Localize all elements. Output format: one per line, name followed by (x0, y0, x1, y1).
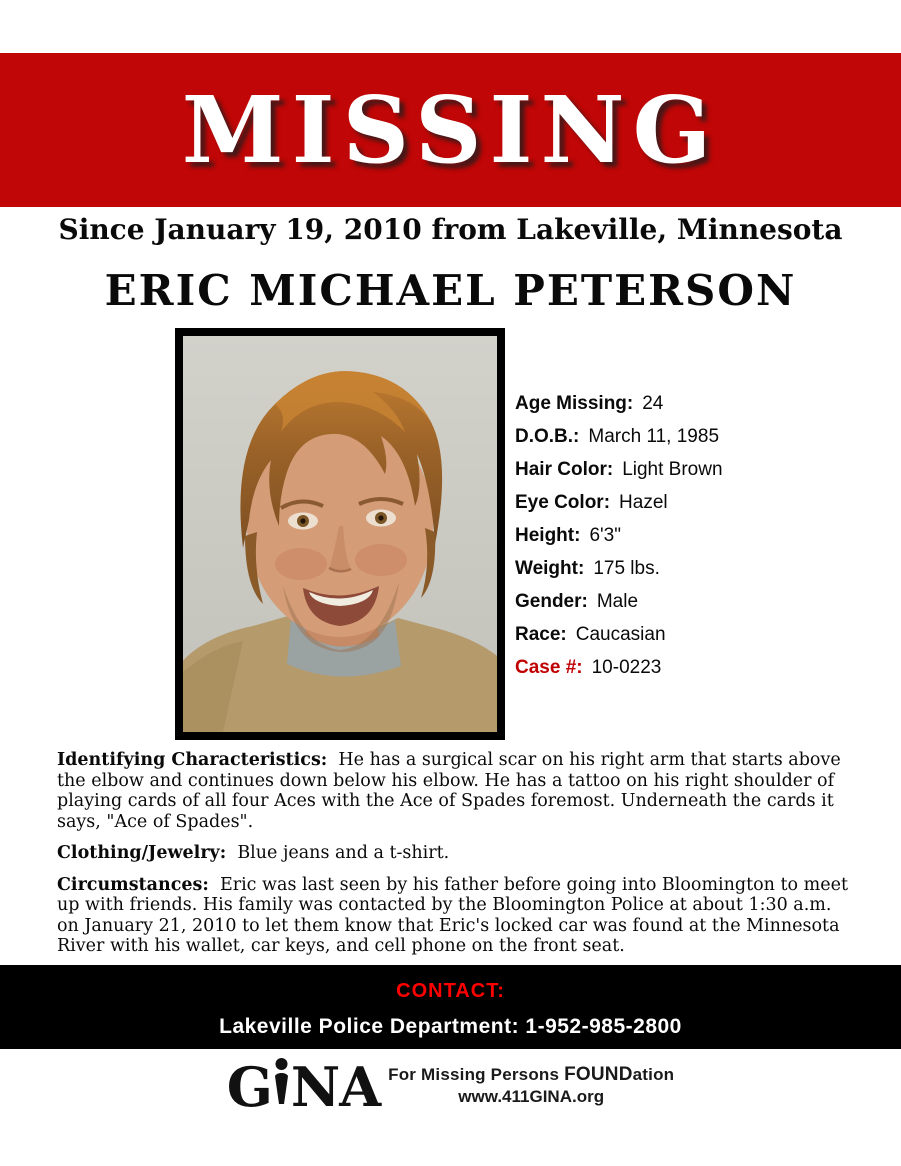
person-name: ERIC MICHAEL PETERSON (104, 266, 797, 315)
tagline-post: ation (632, 1065, 675, 1084)
gina-logo (0, 1055, 901, 1119)
detail-label: Age Missing: (515, 392, 634, 414)
paragraph-text: He has a surgical scar on his right arm that starts above the elbow and continues down below his elbow. He has a tattoo on his right shoulder of playing cards of all four Aces with the Ace of Spades foremost. Underneath the cards it says, "Ace of Spades". (57, 750, 841, 832)
portrait-illustration (183, 336, 497, 732)
detail-label: Gender: (515, 590, 588, 612)
detail-label: Case #: (515, 656, 583, 678)
contact-heading: CONTACT: (396, 980, 505, 1002)
circumstances-paragraph (57, 875, 849, 957)
paragraph-label: Identifying Characteristics: (57, 750, 328, 770)
detail-value: 6'3" (589, 524, 621, 546)
clothing-jewelry-paragraph (57, 843, 849, 864)
detail-label: Weight: (515, 557, 585, 579)
missing-since-line: Since January 19, 2010 from Lakeville, Minnesota (58, 213, 843, 246)
logo-letter-g: G (226, 1055, 272, 1119)
detail-weight (515, 552, 723, 585)
detail-label: Hair Color: (515, 458, 614, 480)
contact-phone-line: Lakeville Police Department: 1-952-985-2800 (219, 1015, 682, 1038)
detail-gender (515, 585, 723, 618)
detail-age-missing (515, 387, 723, 420)
description-section (57, 750, 849, 968)
logo-letters-na: NA (290, 1055, 381, 1119)
detail-race (515, 618, 723, 651)
contact-band (0, 965, 901, 1049)
detail-value: Light Brown (622, 458, 723, 480)
tagline-pre: For Missing Persons (388, 1065, 565, 1084)
paragraph-label: Circumstances: (57, 874, 209, 895)
detail-value: Caucasian (575, 623, 666, 645)
tagline-found: FOUND (564, 1064, 633, 1085)
paragraph-label: Clothing/Jewelry: (57, 843, 227, 863)
details-panel (515, 387, 723, 684)
logo-tagline (388, 1064, 674, 1086)
detail-height (515, 519, 723, 552)
detail-value: 175 lbs. (593, 557, 660, 579)
detail-label: Race: (515, 623, 567, 645)
person-icon (273, 1058, 290, 1112)
identifying-characteristics-paragraph (57, 750, 849, 832)
gina-wordmark (226, 1055, 381, 1119)
detail-label: Eye Color: (515, 491, 611, 513)
paragraph-text: Eric was last seen by his father before going into Bloomington to meet up with friends. His family was contacted by the Bloomington Police at about 1:30 a.m. on January 21, 2010 to let them know that Eric's locked car was found at the Minnesota River with his wallet, car keys, and cell phone on the front seat. (57, 874, 848, 956)
detail-hair-color (515, 453, 723, 486)
detail-value: March 11, 1985 (588, 425, 720, 447)
detail-dob (515, 420, 723, 453)
person-photo (175, 328, 505, 740)
detail-value: Male (596, 590, 639, 612)
detail-eye-color (515, 486, 723, 519)
detail-label: Height: (515, 524, 581, 546)
detail-label: D.O.B.: (515, 425, 580, 447)
detail-value: 10-0223 (591, 656, 662, 678)
banner-title: MISSING (181, 76, 720, 184)
logo-text (388, 1064, 674, 1107)
missing-banner (0, 53, 901, 207)
logo-url: www.411GINA.org (458, 1087, 605, 1106)
detail-value: 24 (642, 392, 664, 414)
paragraph-text: Blue jeans and a t-shirt. (237, 843, 450, 863)
detail-case-number (515, 651, 723, 684)
detail-value: Hazel (619, 491, 668, 513)
